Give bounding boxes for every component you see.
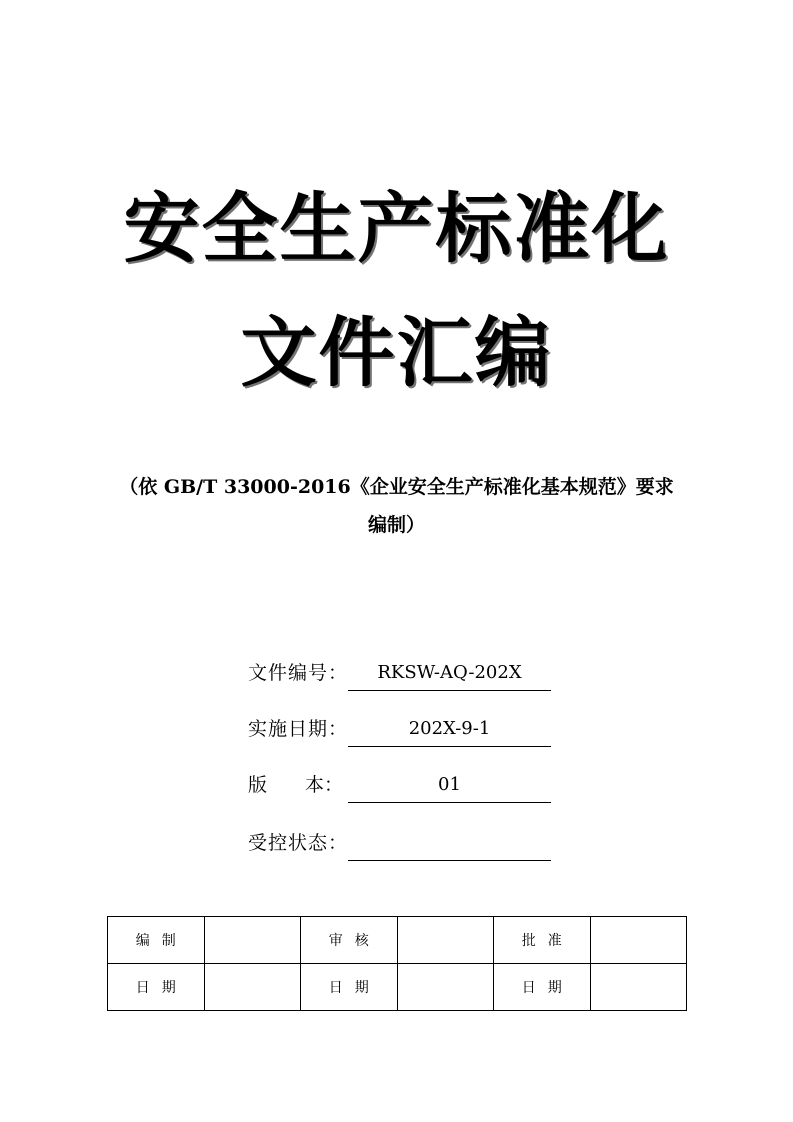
control-status-label: 受控状态： [248, 832, 349, 854]
approved-by-cell [590, 917, 687, 964]
reviewed-by-label: 审核 [301, 917, 398, 964]
approved-date-label: 日期 [494, 964, 591, 1011]
signature-row-roles [108, 917, 687, 964]
version-value: 01 [348, 768, 551, 803]
effective-date-value: 202X-9-1 [348, 712, 551, 747]
effective-date-label: 实施日期： [248, 718, 349, 740]
prepared-date-cell [204, 964, 301, 1011]
reviewed-by-cell [397, 917, 494, 964]
prepared-date-label: 日期 [108, 964, 205, 1011]
prepared-by-cell [204, 917, 301, 964]
document-title-line-1: 安全生产标准化 [123, 184, 670, 273]
approved-date-cell [590, 964, 687, 1011]
signature-table [107, 916, 687, 1011]
doc-number-label: 文件编号： [248, 662, 349, 684]
reviewed-date-cell [397, 964, 494, 1011]
document-subtitle: （依 GB/T 33000-2016《企业安全生产标准化基本规范》要求编制） [119, 476, 674, 536]
prepared-by-label: 编制 [108, 917, 205, 964]
control-status-value [348, 826, 551, 861]
reviewed-date-label: 日期 [301, 964, 398, 1011]
document-title-line-2: 文件汇编 [240, 308, 553, 397]
approved-by-label: 批准 [494, 917, 591, 964]
signature-row-dates [108, 964, 687, 1011]
doc-number-value: RKSW-AQ-202X [348, 656, 551, 691]
version-label: 版 本： [248, 774, 344, 796]
